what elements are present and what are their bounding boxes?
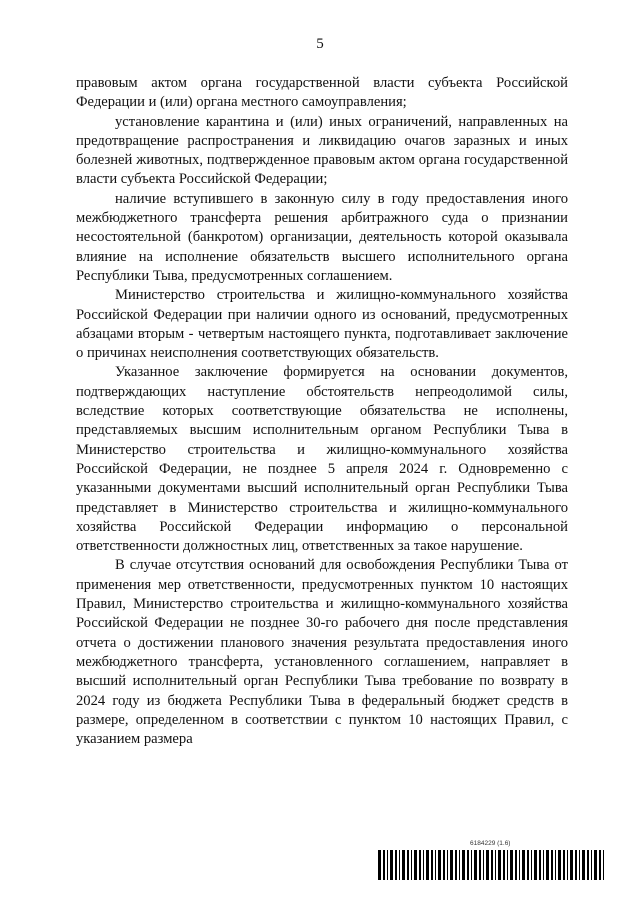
paragraph: наличие вступившего в законную силу в году предоставления иного межбюджетного трансферта решения арбитражного суда о признании несостоятельной (банкротом) организации, деятельность которой оказывала влияние на исполнение обязательств высшего исполнительного органа Республики Тыва, предусмотренных соглашением.: [76, 190, 568, 284]
paragraph: правовым актом органа государственной власти субъекта Российской Федерации и (или) органа местного самоуправления;: [76, 75, 568, 111]
page-number: 5: [316, 36, 324, 52]
paragraph: Министерство строительства и жилищно-коммунального хозяйства Российской Федерации при наличии одного из оснований, предусмотренных абзацами вторым - четвертым настоящего пункта, подготавливает заключение о причинах неисполнения соответствующих обязательств.: [76, 287, 568, 362]
document-code: 6184229 (1.6): [470, 840, 511, 847]
paragraph: Указанное заключение формируется на основании документов, подтверждающих наступление обстоятельств непреодолимой силы, вследствие которых соответствующие обязательства не исполнены, представляемых высшим исполнительным органом Республики Тыва в Министерство строительства и жилищно-коммунального хозяйства Российской Федерации, не позднее 5 апреля 2024 г. Одновременно с указанными документами высший исполнительный орган Республики Тыва представляет в Министерство строительства и жилищно-коммунального хозяйства Российской Федерации информацию о персональной ответственности должностных лиц, ответственных за такое нарушение.: [76, 364, 568, 555]
paragraph: установление карантина и (или) иных ограничений, направленных на предотвращение распространения и ликвидацию очагов заразных и иных болезней животных, подтвержденное правовым актом органа государственной власти субъекта Российской Федерации;: [76, 113, 568, 188]
document-body: [76, 74, 568, 749]
barcode: [378, 850, 608, 880]
paragraph: В случае отсутствия оснований для освобождения Республики Тыва от применения мер ответственности, предусмотренных пунктом 10 настоящих Правил, Министерство строительства и жилищно-коммунального хозяйства Российской Федерации не позднее 30-го рабочего дня после представления отчета о достижении планового значения результата предоставления иного межбюджетного трансферта, установленного соглашением, направляет в высший исполнительный орган Республики Тыва требование по возврату в 2024 году из бюджета Республики Тыва в федеральный бюджет средств в размере, определенном в соответствии с пунктом 10 настоящих Правил, с указанием размера: [76, 557, 568, 748]
